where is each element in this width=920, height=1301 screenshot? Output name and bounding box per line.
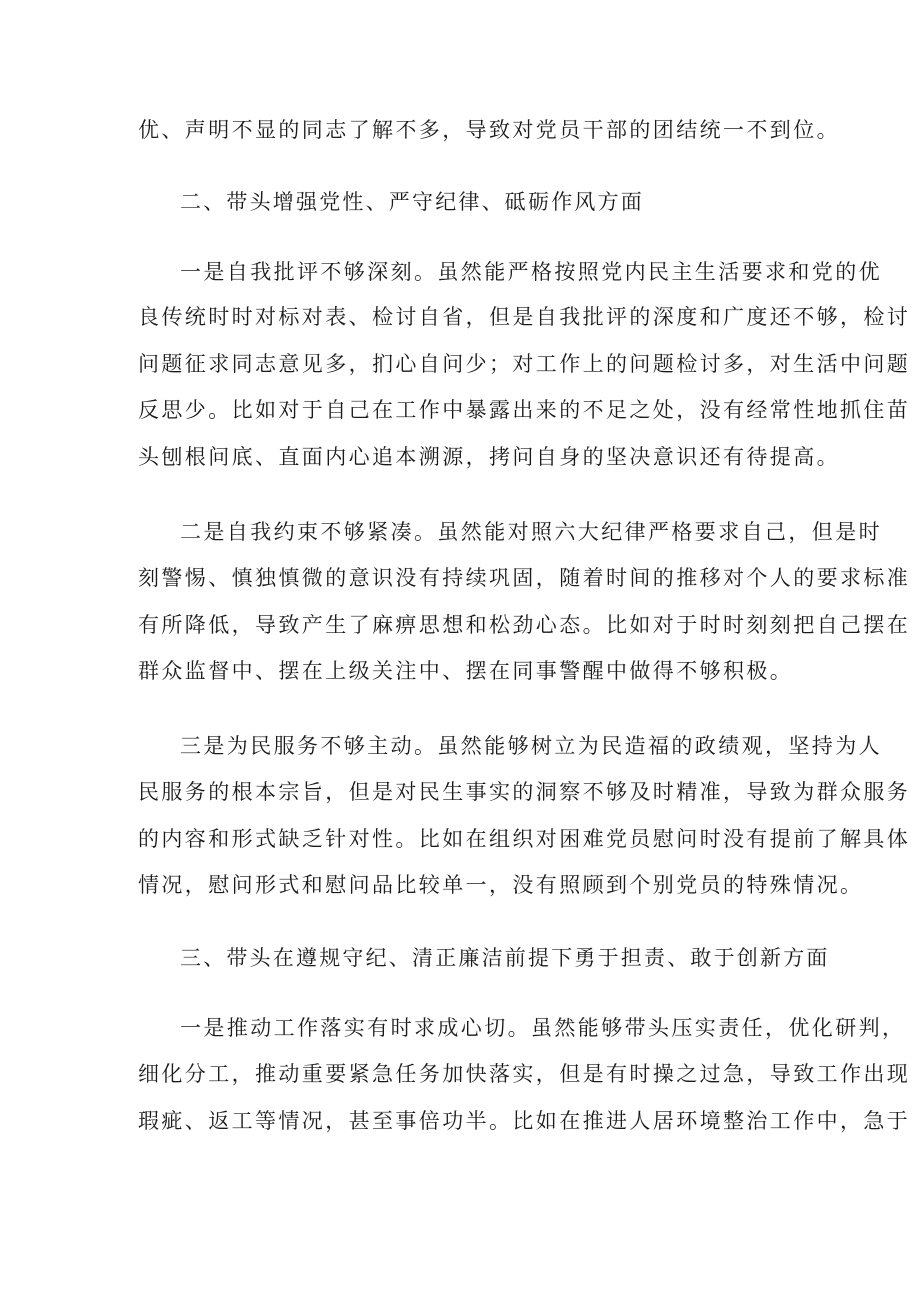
paragraph-line: 二是自我约束不够紧凑。虽然能对照六大纪律严格要求自己，但是时 (180, 520, 882, 544)
paragraph-line: 群众监督中、摆在上级关注中、摆在同事警醒中做得不够积极。 (138, 659, 794, 683)
paragraph-line: 细化分工，推动重要紧急任务加快落实，但是有时操之过急，导致工作出现 (138, 1062, 911, 1086)
paragraph-line: 一是推动工作落实有时求成心切。虽然能够带头压实责任，优化研判， (180, 1016, 906, 1040)
paragraph-line: 三是为民服务不够主动。虽然能够树立为民造福的政绩观，坚持为人 (180, 734, 882, 758)
paragraph-line: 良传统时时对标对表、检讨自省，但是自我批评的深度和广度还不够，检讨 (138, 305, 911, 329)
paragraph-line: 的内容和形式缺乏针对性。比如在组织对困难党员慰问时没有提前了解具体 (138, 827, 911, 851)
paragraph-line: 头刨根问底、直面内心追本溯源，拷问自身的坚决意识还有待提高。 (138, 445, 840, 469)
paragraph-line: 优、声明不显的同志了解不多，导致对党员干部的团结统一不到位。 (138, 118, 840, 142)
paragraph-line: 情况，慰问形式和慰问品比较单一，没有照顾到个别党员的特殊情况。 (138, 873, 864, 897)
paragraph-line: 反思少。比如对于自己在工作中暴露出来的不足之处，没有经常性地抓住苗 (138, 398, 911, 422)
paragraph-line: 问题征求同志意见多，扪心自问少；对工作上的问题检讨多，对生活中问题 (138, 352, 911, 376)
paragraph-line: 有所降低，导致产生了麻痹思想和松劲心态。比如对于时时刻刻把自己摆在 (138, 613, 911, 637)
paragraph-line: 一是自我批评不够深刻。虽然能严格按照党内民主生活要求和党的优 (180, 260, 882, 284)
paragraph-line: 民服务的根本宗旨，但是对民生事实的洞察不够及时精准，导致为群众服务 (138, 780, 911, 804)
paragraph-line: 瑕疵、返工等情况，甚至事倍功半。比如在推进人居环境整治工作中，急于 (138, 1109, 911, 1133)
section-heading: 二、带头增强党性、严守纪律、砥砺作风方面 (180, 190, 644, 214)
section-heading: 三、带头在遵规守纪、清正廉洁前提下勇于担责、敢于创新方面 (180, 946, 830, 970)
paragraph-line: 刻警惕、慎独慎微的意识没有持续巩固，随着时间的推移对个人的要求标准 (138, 566, 911, 590)
